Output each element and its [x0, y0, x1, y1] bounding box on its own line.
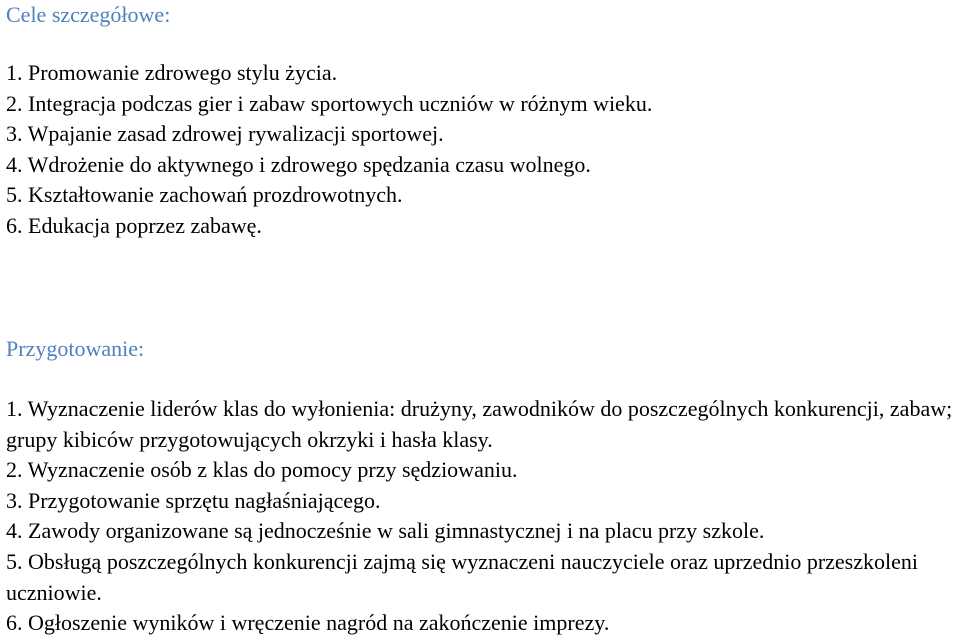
list-item: 2. Integracja podczas gier i zabaw sportowych uczniów w różnym wieku. [6, 90, 653, 116]
list-item: 2. Wyznaczenie osób z klas do pomocy przy sędziowaniu. [6, 457, 518, 483]
goals-list [6, 58, 652, 242]
preparation-list [6, 394, 960, 639]
list-item: 4. Zawody organizowane są jednocześnie w sali gimnastycznej i na placu przy szkole. [6, 518, 765, 544]
list-item: 4. Wdrożenie do aktywnego i zdrowego spędzania czasu wolnego. [6, 151, 591, 177]
section-heading-preparation: Przygotowanie: [6, 336, 145, 361]
list-item: 3. Wpajanie zasad zdrowej rywalizacji sportowej. [6, 121, 444, 147]
list-item: 1. Wyznaczenie liderów klas do wyłonienia: drużyny, zawodników do poszczególnych konkurencji, zabaw; grupy kibiców przygotowujących okrzyki i hasła klasy. [6, 396, 953, 452]
list-item: 3. Przygotowanie sprzętu nagłaśniającego. [6, 487, 381, 513]
list-item: 6. Ogłoszenie wyników i wręczenie nagród na zakończenie imprezy. [6, 610, 610, 636]
list-item: 6. Edukacja poprzez zabawę. [6, 212, 262, 238]
section-heading-goals: Cele szczegółowe: [6, 2, 171, 27]
list-item: 1. Promowanie zdrowego stylu życia. [6, 60, 338, 85]
list-item: 5. Kształtowanie zachowań prozdrowotnych. [6, 182, 403, 208]
list-item: 5. Obsługą poszczególnych konkurencji zajmą się wyznaczeni nauczyciele oraz uprzednio przeszkoleni uczniowie. [6, 548, 918, 605]
